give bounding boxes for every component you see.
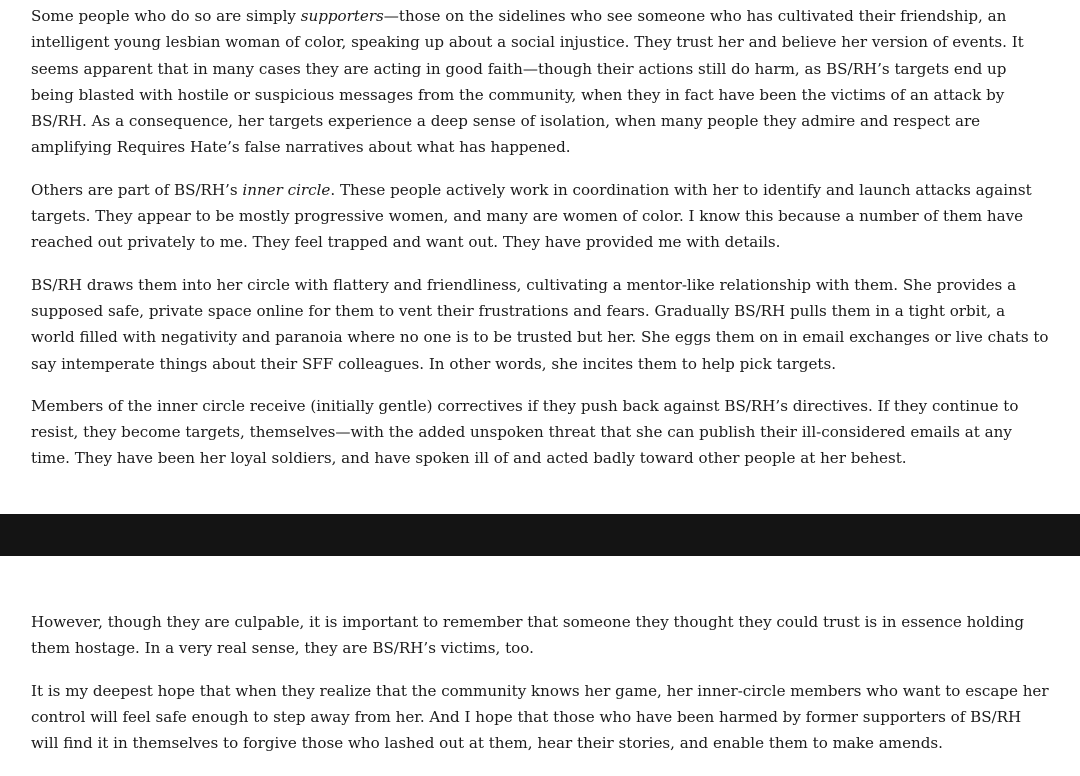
paragraph-supporters: Some people who do so are simply supporters—those on the sidelines who see someone who has cultivated their friendship, an intelligent young lesbian woman of color, speaking up about a social injustice. They trust her and believe her version of events. It seems apparent that in many cases they are acting in good faith—though their actions still do harm, as BS/RH’s targets end up being blasted with hostile or suspicious messages from the community, when they in fact have been the victims of an attack by BS/RH. As a consequence, her targets experience a deep sense of isolation, when many people they admire and respect are amplifying Requires Hate’s false narratives about what has happened. [31,7,1024,157]
paragraph-flattery: BS/RH draws them into her circle with flattery and friendliness, cultivating a mentor-like relationship with them. She provides a supposed safe, private space online for them to vent their frustrations and fears. Gradually BS/RH pulls them in a tight orbit, a world filled with negativity and paranoia where no one is to be trusted but her. She eggs them on in email exchanges or live chats to say intemperate things about their SFF colleagues. In other words, she incites them to help pick targets. [31,275,1049,373]
paragraph-correctives: Members of the inner circle receive (initially gentle) correctives if they push back against BS/RH’s directives. If they continue to resist, they become targets, themselves—with the added unspoken threat that she can publish their ill-considered emails at any time. They have been her loyal soldiers, and have spoken ill of and acted badly toward other people at her behest. [31,396,1019,468]
screenshot-divider-bar [0,514,1080,556]
emphasis-inner-circle: inner circle [242,180,331,199]
paragraph-inner-circle: Others are part of BS/RH’s inner circle. These people actively work in coordination with her to identify and launch attacks against targets. They appear to be mostly progressive women, and many are women of color. I know this because a number of them have reached out privately to me. They feel trapped and want out. They have provided me with details. [31,180,1032,252]
paragraph-deepest-hope: It is my deepest hope that when they realize that the community knows her game, her inner-circle members who want to escape her control will feel safe enough to step away from her. And I hope that those who have been harmed by former supporters of BS/RH will find it in themselves to forgive those who lashed out at them, hear their stories, and enable them to make amends. [31,681,1049,753]
article-body-bottom [31,609,1051,772]
emphasis-supporters: supporters [300,7,384,25]
article-body-top [31,3,1051,488]
paragraph-culpable: However, though they are culpable, it is important to remember that someone they thought they could trust is in essence holding them hostage. In a very real sense, they are BS/RH’s victims, too. [31,613,1025,658]
